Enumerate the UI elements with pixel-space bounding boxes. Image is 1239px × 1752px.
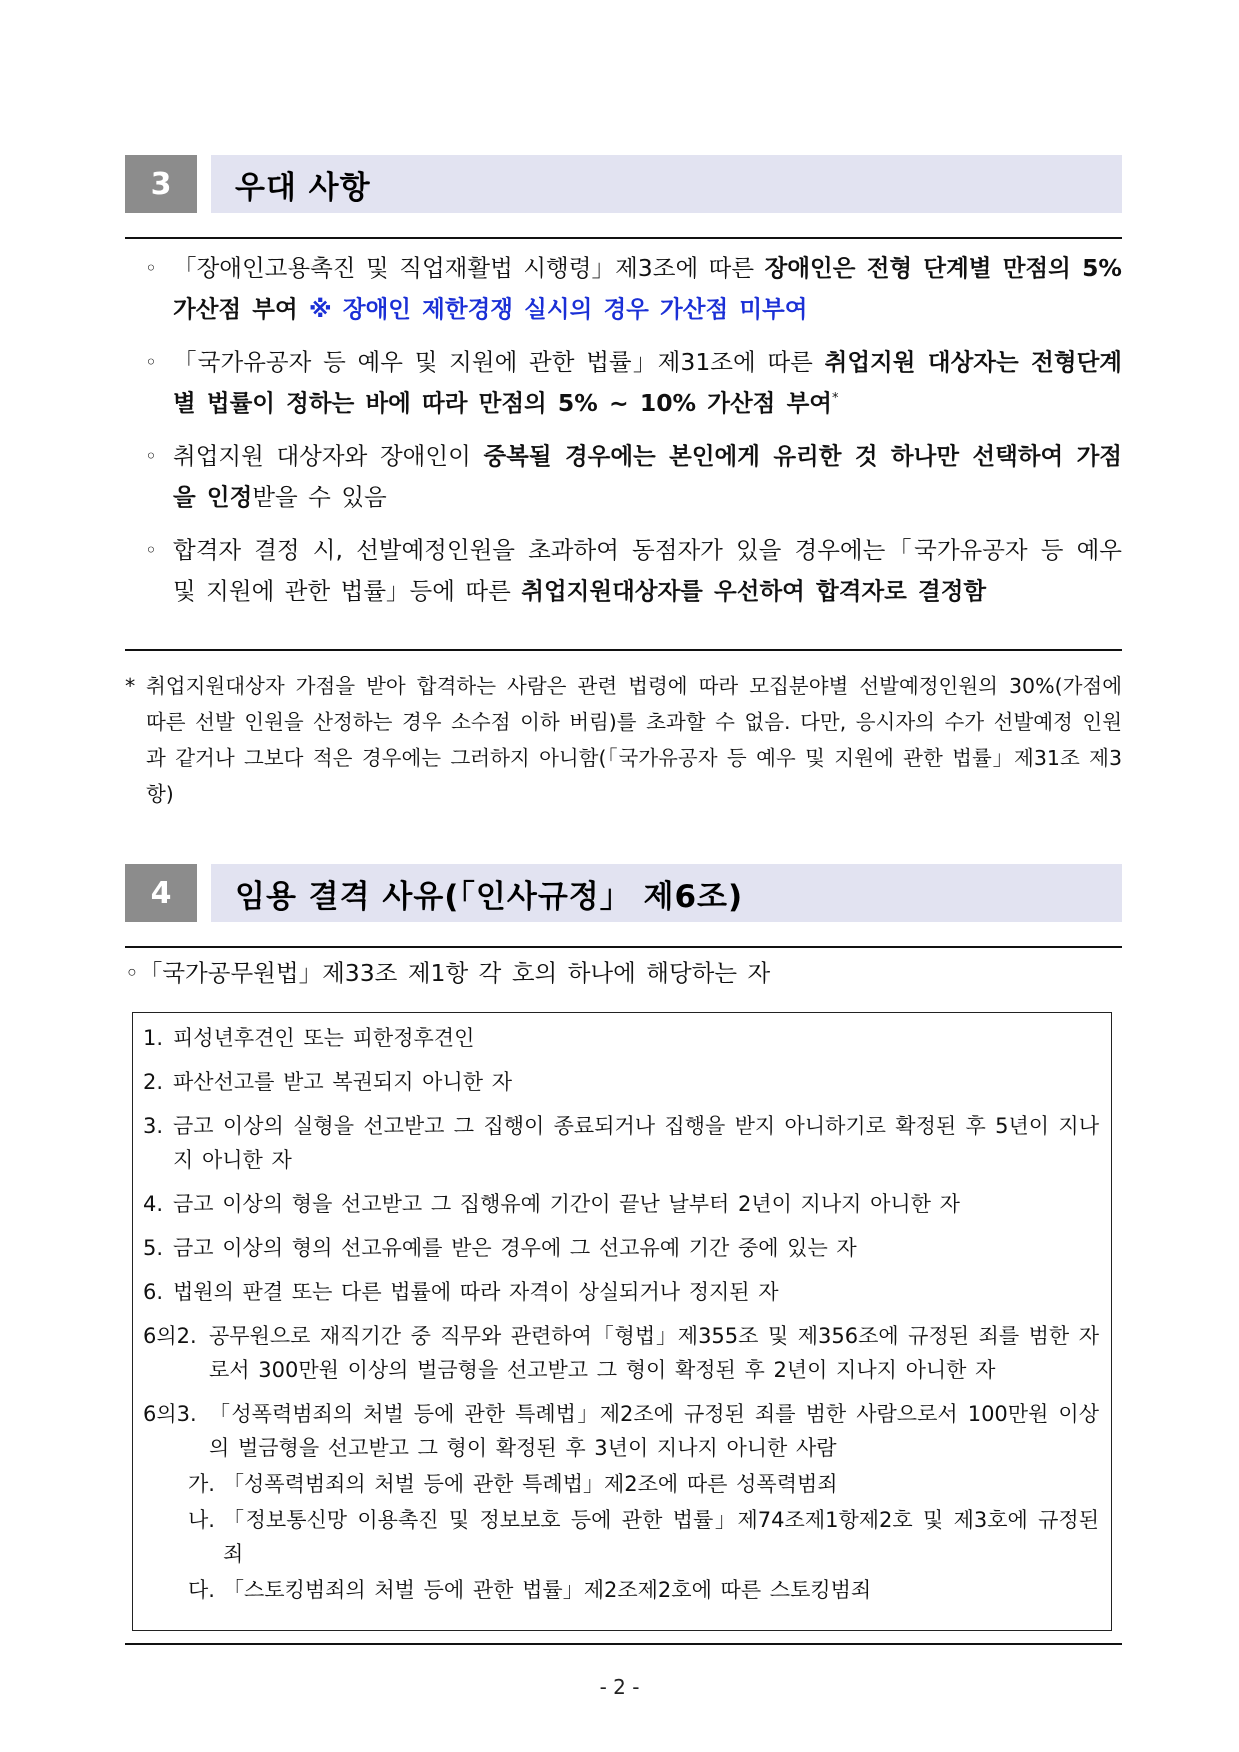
footnote-ref: *: [831, 391, 839, 407]
list-item: ◦ 「장애인고용촉진 및 직업재활법 시행령」제3조에 따른 장애인은 전형 단계별 만점의 5% 가산점 부여 ※ 장애인 제한경쟁 실시의 경우 가산점 미부여: [125, 248, 1122, 330]
disqualification-box: [132, 1012, 1112, 1631]
section-bottom-rule: [125, 649, 1122, 651]
footnote: [125, 668, 1122, 812]
section-number: 4: [125, 864, 197, 922]
sub-list-item: 다. 「스토킹범죄의 처벌 등에 관한 법률」제2조제2호에 따른 스토킹범죄: [188, 1578, 872, 1602]
section-3-header: [125, 155, 1122, 213]
section-top-rule: [125, 946, 1122, 948]
sub-list-item: 나. 「정보통신망 이용촉진 및 정보보호 등에 관한 법률」제74조제1항제2호 및 제3호에 규정된 죄: [188, 1508, 1099, 1566]
list-item: ◦ 취업지원 대상자와 장애인이 중복될 경우에는 본인에게 유리한 것 하나만 선택하여 가점을 인정받을 수 있음: [125, 436, 1122, 518]
page-number: - 2 -: [599, 1675, 640, 1699]
list-item: ◦ 「국가유공자 등 예우 및 지원에 관한 법률」제31조에 따른 취업지원 대상자는 전형단계별 법률이 정하는 바에 따라 만점의 5% ~ 10% 가산점 부여*: [125, 342, 1122, 424]
bullet-mark: ◦: [145, 444, 157, 468]
list-item: 5. 금고 이상의 형의 선고유예를 받은 경우에 그 선고유예 기간 중에 있는 자: [143, 1236, 857, 1260]
section-number: 3: [125, 155, 197, 213]
bullet-mark: ◦: [145, 256, 157, 280]
list-item: 3. 금고 이상의 실형을 선고받고 그 집행이 종료되거나 집행을 받지 아니하기로 확정된 후 5년이 지나지 아니한 자: [143, 1114, 1099, 1172]
preference-list: [125, 248, 1122, 624]
disqualification-intro: ◦「국가공무원법」제33조 제1항 각 호의 하나에 해당하는 자: [125, 959, 771, 987]
bullet-mark: ◦: [145, 538, 157, 562]
sub-list-item: 가. 「성폭력범죄의 처벌 등에 관한 특례법」제2조에 따른 성폭력범죄: [188, 1472, 838, 1496]
section-top-rule: [125, 237, 1122, 239]
list-item: 6. 법원의 판결 또는 다른 법률에 따라 자격이 상실되거나 정지된 자: [143, 1280, 779, 1304]
list-item: ◦ 합격자 결정 시, 선발예정인원을 초과하여 동점자가 있을 경우에는「국가유공자 등 예우 및 지원에 관한 법률」등에 따른 취업지원대상자를 우선하여 합격자로 결정함: [125, 530, 1122, 612]
list-item: 6의3. 「성폭력범죄의 처벌 등에 관한 특례법」제2조에 규정된 죄를 범한 사람으로서 100만원 이상의 벌금형을 선고받고 그 형이 확정된 후 3년이 지나지 아니한 사람: [143, 1402, 1099, 1460]
list-item: 1. 피성년후견인 또는 피한정후견인: [143, 1026, 475, 1050]
section-bottom-rule: [125, 1643, 1122, 1645]
bullet-mark: ◦: [145, 350, 157, 374]
section-4-header: [125, 864, 1122, 922]
list-item: 2. 파산선고를 받고 복권되지 아니한 자: [143, 1070, 512, 1094]
footnote-text: 취업지원대상자 가점을 받아 합격하는 사람은 관련 법령에 따라 모집분야별 선발예정인원의 30%(가점에 따른 선발 인원을 산정하는 경우 소수점 이하 버림)를 초과할 수 없음. 다만, 응시자의 수가 선발예정 인원과 같거나 그보다 적은 경우에는 그러하지 아니함(「국가유공자 등 예우 및 지원에 관한 법률」제31조 제3항): [146, 674, 1122, 806]
list-item: 6의2. 공무원으로 재직기간 중 직무와 관련하여「형법」제355조 및 제356조에 규정된 죄를 범한 자로서 300만원 이상의 벌금형을 선고받고 그 형이 확정된 후 2년이 지나지 아니한 자: [143, 1324, 1099, 1382]
list-item: 4. 금고 이상의 형을 선고받고 그 집행유예 기간이 끝난 날부터 2년이 지나지 아니한 자: [143, 1192, 960, 1216]
section-title: 우대 사항: [211, 155, 1122, 213]
section-title: 임용 결격 사유(「인사규정」 제6조): [211, 864, 1122, 922]
note-highlight: ※ 장애인 제한경쟁 실시의 경우 가산점 미부여: [308, 295, 808, 323]
footnote-mark: *: [125, 674, 136, 698]
